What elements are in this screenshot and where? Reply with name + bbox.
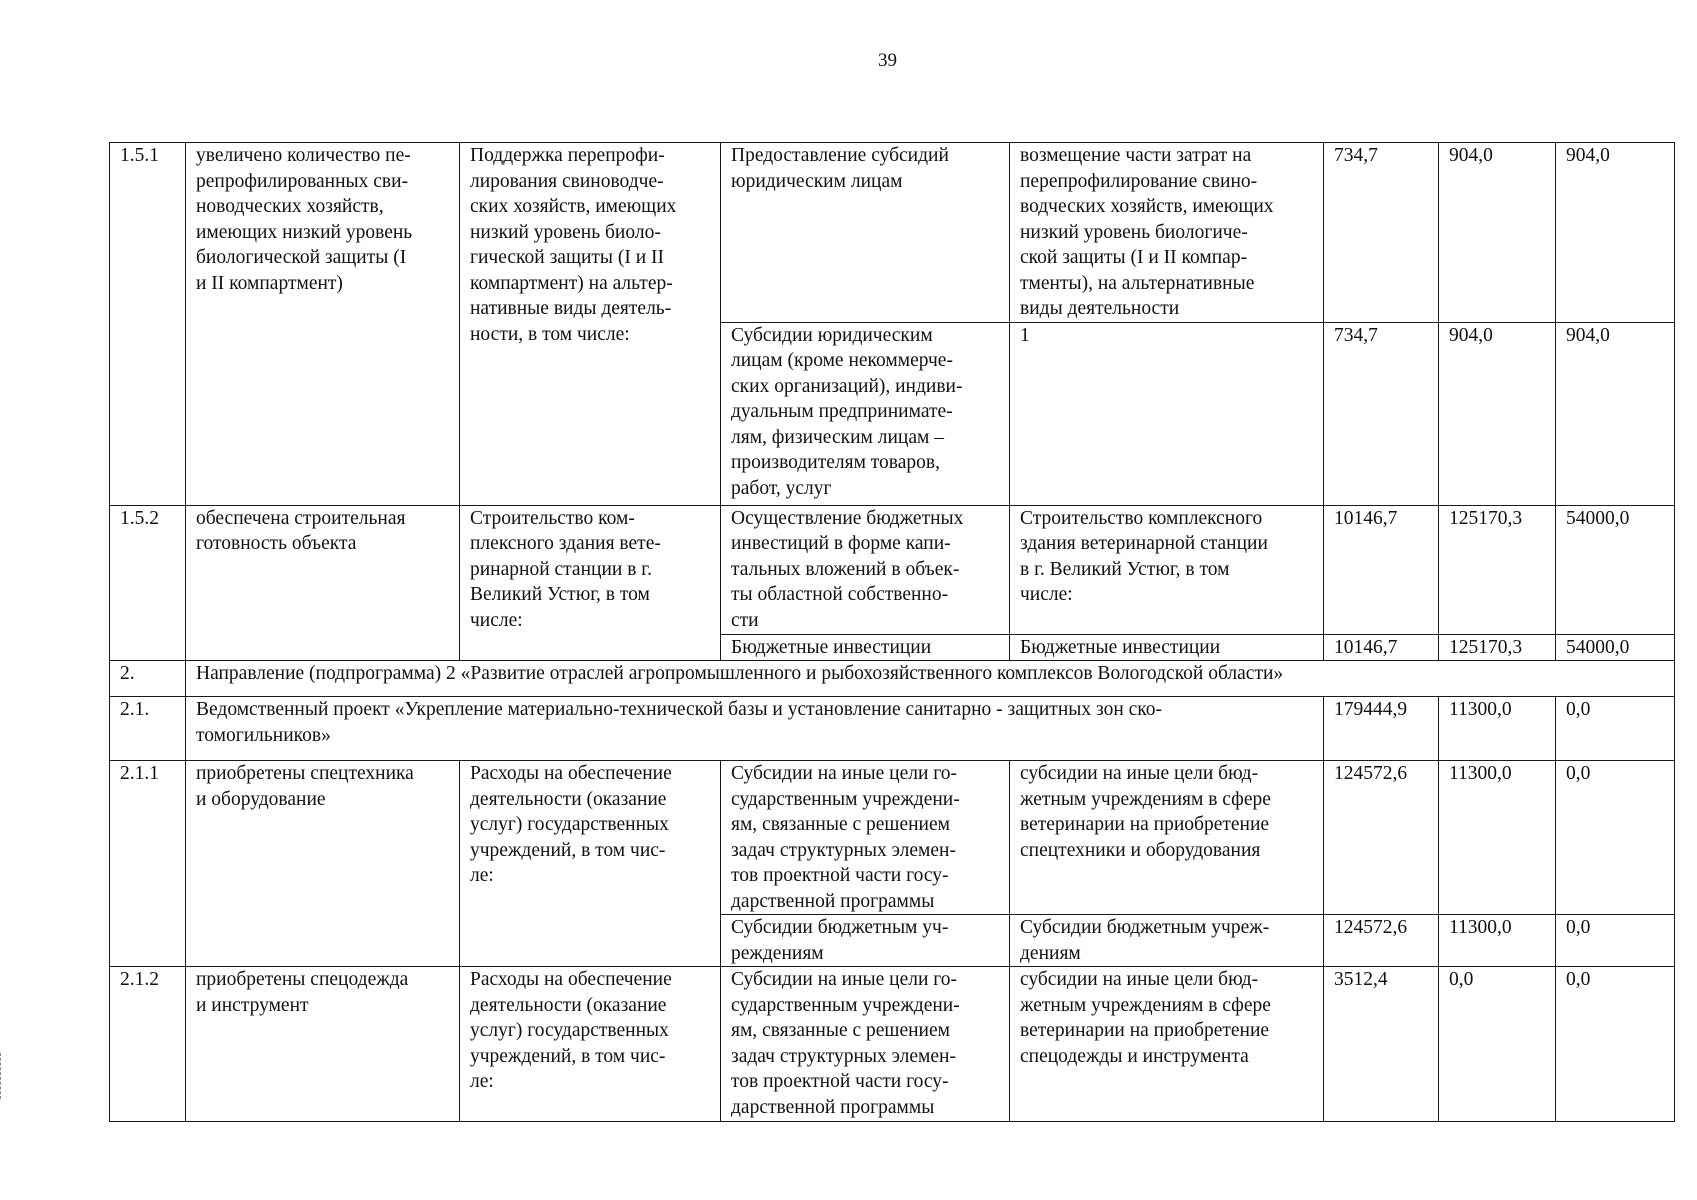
purpose-cell: 1 [1010,322,1324,505]
scan-margin-mark [0,1053,4,1099]
purpose-cell: Строительство комплексного здания ветеринарной станции в г. Великий Устюг, в том числе: [1010,505,1324,634]
purpose-cell: Бюджетные инвестиции [1010,634,1324,661]
direction-cell: Субсидии юридическим лицам (кроме некоммерче- ских организаций), индиви- дуальным предпринимате- лям, физическим лицам – производителям товаров, работ, услуг [721,322,1010,505]
direction-cell: Субсидии бюджетным уч- реждениям [721,915,1010,967]
direction-cell: Субсидии на иные цели го- сударственным учреждени- ям, связанные с решением задач структурных элемен- тов проектной части госу- дарственной программы [721,967,1010,1122]
row-code: 2. [110,661,186,697]
value-cell-1: 124572,6 [1324,915,1439,967]
value-cell-2: 11300,0 [1439,761,1556,915]
direction-cell: Бюджетные инвестиции [721,634,1010,661]
value-cell-2: 0,0 [1439,967,1556,1122]
row-code: 2.1.2 [110,967,186,1122]
direction-cell: Субсидии на иные цели го- сударственным учреждени- ям, связанные с решением задач структурных элемен- тов проектной части госу- дарственной программы [721,761,1010,915]
row-code: 2.1.1 [110,761,186,967]
table-row [110,143,1675,323]
result-cell: увеличено количество пе- репрофилированных сви- новодческих хозяйств, имеющих низкий уровень биологической защиты (I и II компартмент) [186,143,460,506]
measure-cell: Поддержка перепрофи- лирования свиноводче- ских хозяйств, имеющих низкий уровень биоло- гической защиты (I и II компартмент) на альтер- нативные виды деятель- ности, в том числе: [460,143,721,506]
value-cell-3: 904,0 [1556,143,1675,323]
result-cell: приобретены спецодежда и инструмент [186,967,460,1122]
value-cell-1: 10146,7 [1324,505,1439,634]
value-cell-2: 11300,0 [1439,697,1556,761]
value-cell-2: 11300,0 [1439,915,1556,967]
measure-cell: Расходы на обеспечение деятельности (оказание услуг) государственных учреждений, в том чис- ле: [460,967,721,1122]
purpose-cell: Субсидии бюджетным учреж- дениям [1010,915,1324,967]
direction-cell: Осуществление бюджетных инвестиций в форме капи- тальных вложений в объек- ты областной собственно- сти [721,505,1010,634]
value-cell-1: 179444,9 [1324,697,1439,761]
section-row [110,661,1675,697]
value-cell-3: 0,0 [1556,697,1675,761]
value-cell-1: 734,7 [1324,322,1439,505]
value-cell-3: 54000,0 [1556,505,1675,634]
budget-table [109,142,1675,1122]
value-cell-3: 0,0 [1556,915,1675,967]
value-cell-3: 0,0 [1556,761,1675,915]
direction-cell: Предоставление субсидий юридическим лицам [721,143,1010,323]
value-cell-1: 3512,4 [1324,967,1439,1122]
table-row [110,505,1675,634]
value-cell-3: 0,0 [1556,967,1675,1122]
row-code: 1.5.1 [110,143,186,506]
section-title: Направление (подпрограмма) 2 «Развитие отраслей агропромышленного и рыбохозяйственного комплексов Вологодской области» [186,661,1675,697]
table-row [110,761,1675,915]
value-cell-2: 904,0 [1439,322,1556,505]
value-cell-2: 125170,3 [1439,505,1556,634]
result-cell: приобретены спецтехника и оборудование [186,761,460,967]
purpose-cell: субсидии на иные цели бюд- жетным учреждениям в сфере ветеринарии на приобретение спецтехники и оборудования [1010,761,1324,915]
table-row [110,967,1675,1122]
row-code: 2.1. [110,697,186,761]
value-cell-2: 125170,3 [1439,634,1556,661]
purpose-cell: субсидии на иные цели бюд- жетным учреждениям в сфере ветеринарии на приобретение спецодежды и инструмента [1010,967,1324,1122]
measure-cell: Расходы на обеспечение деятельности (оказание услуг) государственных учреждений, в том чис- ле: [460,761,721,967]
page-number: 39 [878,50,897,71]
measure-cell: Строительство ком- плексного здания вете- ринарной станции в г. Великий Устюг, в том числе: [460,505,721,661]
row-code: 1.5.2 [110,505,186,661]
purpose-cell: возмещение части затрат на перепрофилирование свино- водческих хозяйств, имеющих низкий уровень биологиче- ской защиты (I и II компар- тменты), на альтернативные виды деятельности [1010,143,1324,323]
value-cell-3: 54000,0 [1556,634,1675,661]
value-cell-2: 904,0 [1439,143,1556,323]
value-cell-1: 124572,6 [1324,761,1439,915]
value-cell-3: 904,0 [1556,322,1675,505]
value-cell-1: 734,7 [1324,143,1439,323]
project-title: Ведомственный проект «Укрепление материально-технической базы и установление санитарно - защитных зон ско- томогильников» [186,697,1324,761]
project-row [110,697,1675,761]
value-cell-1: 10146,7 [1324,634,1439,661]
result-cell: обеспечена строительная готовность объекта [186,505,460,661]
